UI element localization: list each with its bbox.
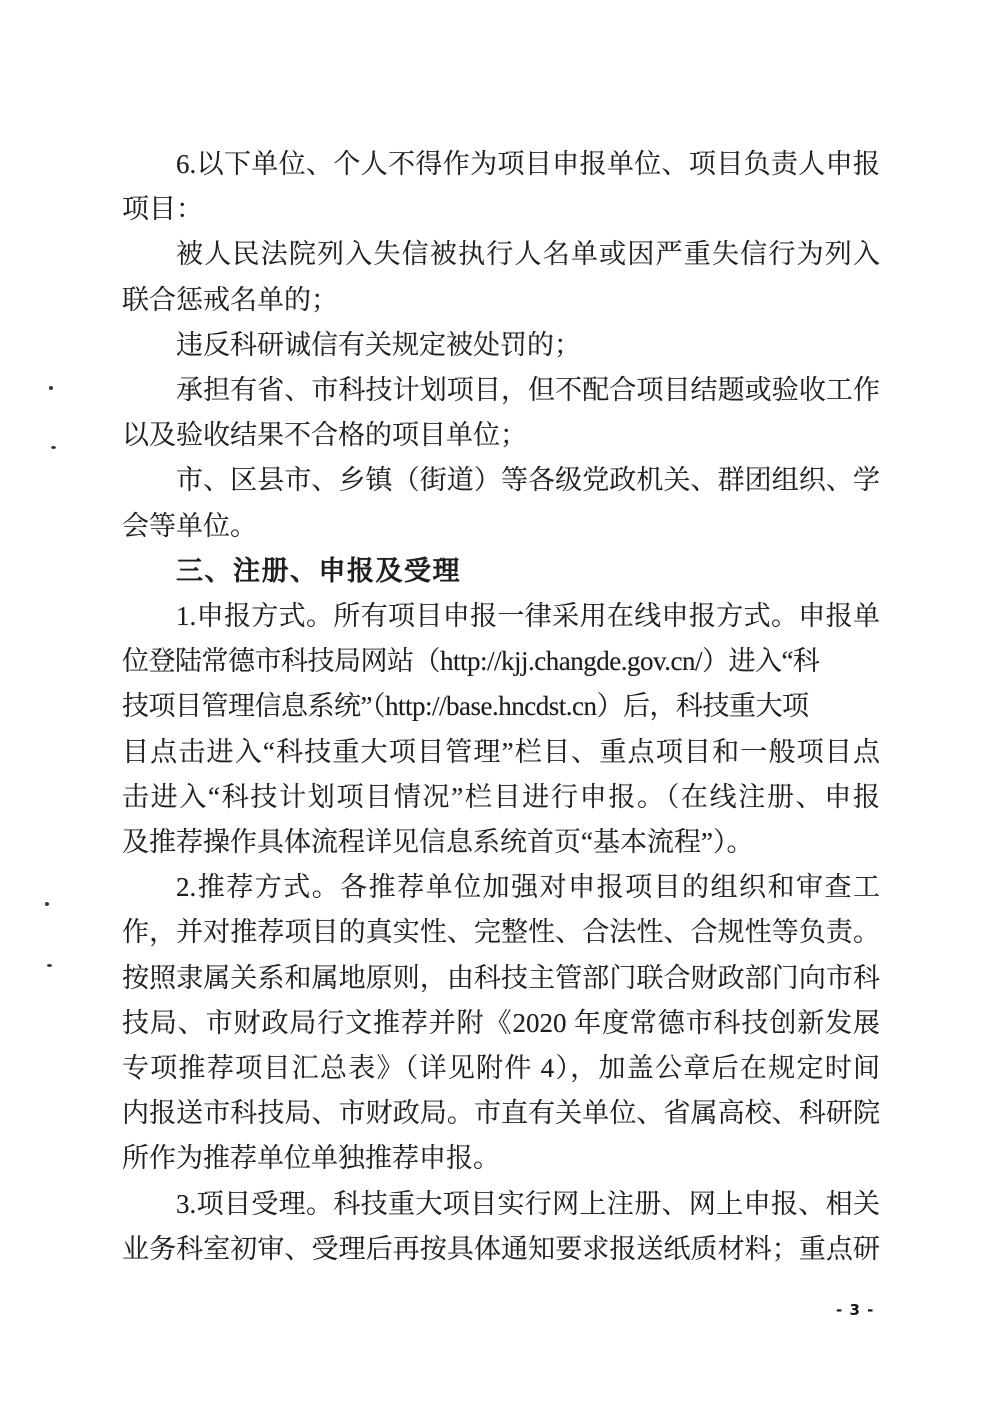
text-line: 项目：: [122, 194, 203, 225]
text-line: 市、区县市、乡镇（街道）等各级党政机关、群团组织、学: [176, 465, 880, 496]
text-line: 三、注册、申报及受理: [176, 555, 461, 586]
scan-speck: [51, 446, 56, 449]
text-line: 目点击进入“科技重大项目管理”栏目、重点项目和一般项目点: [122, 736, 880, 767]
page-number: - 3 -: [836, 1301, 875, 1319]
document-body: [122, 142, 880, 1272]
scan-speck: [45, 902, 49, 906]
text-line: 业务科室初审、受理后再按具体通知要求报送纸质材料；重点研: [122, 1233, 880, 1264]
text-line: 承担有省、市科技计划项目，但不配合项目结题或验收工作: [176, 375, 880, 406]
text-line: 被人民法院列入失信被执行人名单或因严重失信行为列入: [176, 239, 880, 270]
text-line: 击进入“科技计划项目情况”栏目进行申报。（在线注册、申报: [122, 781, 880, 812]
text-line: 6.以下单位、个人不得作为项目申报单位、项目负责人申报: [176, 149, 880, 179]
text-line: 违反科研诚信有关规定被处罚的；: [176, 329, 581, 360]
scan-speck: [49, 386, 53, 390]
text-line: 及推荐操作具体流程详见信息系统首页“基本流程”）。: [122, 827, 754, 858]
text-line: 所作为推荐单位单独推荐申报。: [122, 1143, 500, 1174]
text-line: 会等单位。: [122, 510, 257, 541]
text-line: 位登陆常德市科技局网站（http://kjj.changde.gov.cn/）进入“科: [122, 646, 820, 677]
text-line: 作，并对推荐项目的真实性、完整性、合法性、合规性等负责。: [122, 917, 880, 948]
text-line: 技局、市财政局行文推荐并附《2020 年度常德市科技创新发展: [122, 1007, 880, 1038]
text-line: 以及验收结果不合格的项目单位；: [122, 420, 527, 451]
scan-speck: [47, 964, 52, 967]
text-line: 专项推荐项目汇总表》（详见附件 4），加盖公章后在规定时间: [122, 1053, 880, 1084]
text-line: 内报送市科技局、市财政局。市直有关单位、省属高校、科研院: [122, 1098, 880, 1129]
text-line: 联合惩戒名单的；: [122, 284, 338, 315]
text-line: 技项目管理信息系统”（http://base.hncdst.cn）后，科技重大项: [122, 691, 809, 722]
text-line: 3.项目受理。科技重大项目实行网上注册、网上申报、相关: [176, 1188, 880, 1219]
text-line: 按照隶属关系和属地原则，由科技主管部门联合财政部门向市科: [122, 962, 880, 993]
text-line: 1.申报方式。所有项目申报一律采用在线申报方式。申报单: [176, 601, 880, 632]
text-line: 2.推荐方式。各推荐单位加强对申报项目的组织和审查工: [176, 872, 880, 903]
